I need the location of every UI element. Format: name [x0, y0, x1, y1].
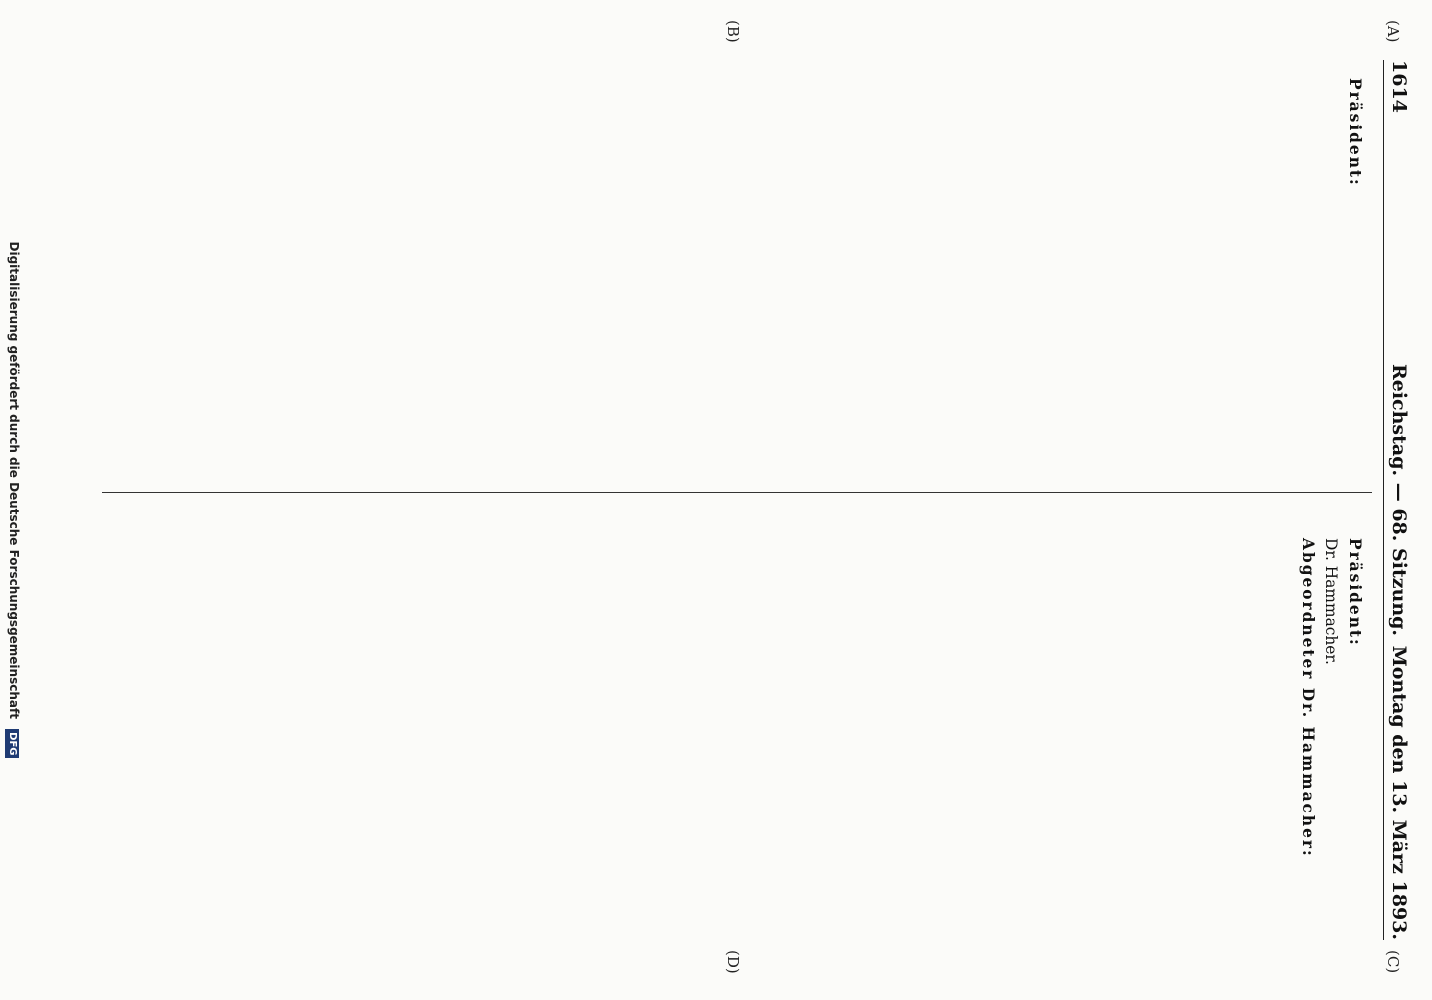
paragraph-text: Dr. Hammacher. [1322, 538, 1341, 665]
column-divider [102, 492, 1372, 493]
margin-letter-a: (A) [1384, 20, 1402, 43]
header-title: Reichstag. — 68. Sitzung. [1388, 363, 1410, 637]
header-date: Montag den 13. März 1893. [1388, 645, 1410, 940]
speaker-paragraph [1297, 520, 1317, 925]
speaker-paragraph [1344, 60, 1364, 465]
speaker-paragraph [1344, 520, 1364, 925]
digitization-footer [0, 0, 28, 1000]
right-text-column [108, 520, 1368, 925]
page-header [1383, 60, 1410, 940]
speaker-name: Präsident: [1346, 78, 1364, 187]
footer-text: Digitalisierung gefördert durch die Deutsche Forschungsgemeinschaft [7, 241, 21, 719]
page-number: 1614 [1388, 60, 1410, 113]
paragraph [1321, 520, 1341, 925]
dfg-logo: DFG [5, 729, 19, 758]
speaker-name: Präsident: [1346, 538, 1364, 647]
speaker-name: Abgeordneter Dr. Hammacher: [1298, 538, 1317, 858]
margin-letter-c: (C) [1384, 950, 1402, 974]
left-text-column [108, 60, 1368, 465]
margin-letter-b: (B) [724, 20, 742, 43]
margin-letter-d: (D) [724, 950, 742, 974]
